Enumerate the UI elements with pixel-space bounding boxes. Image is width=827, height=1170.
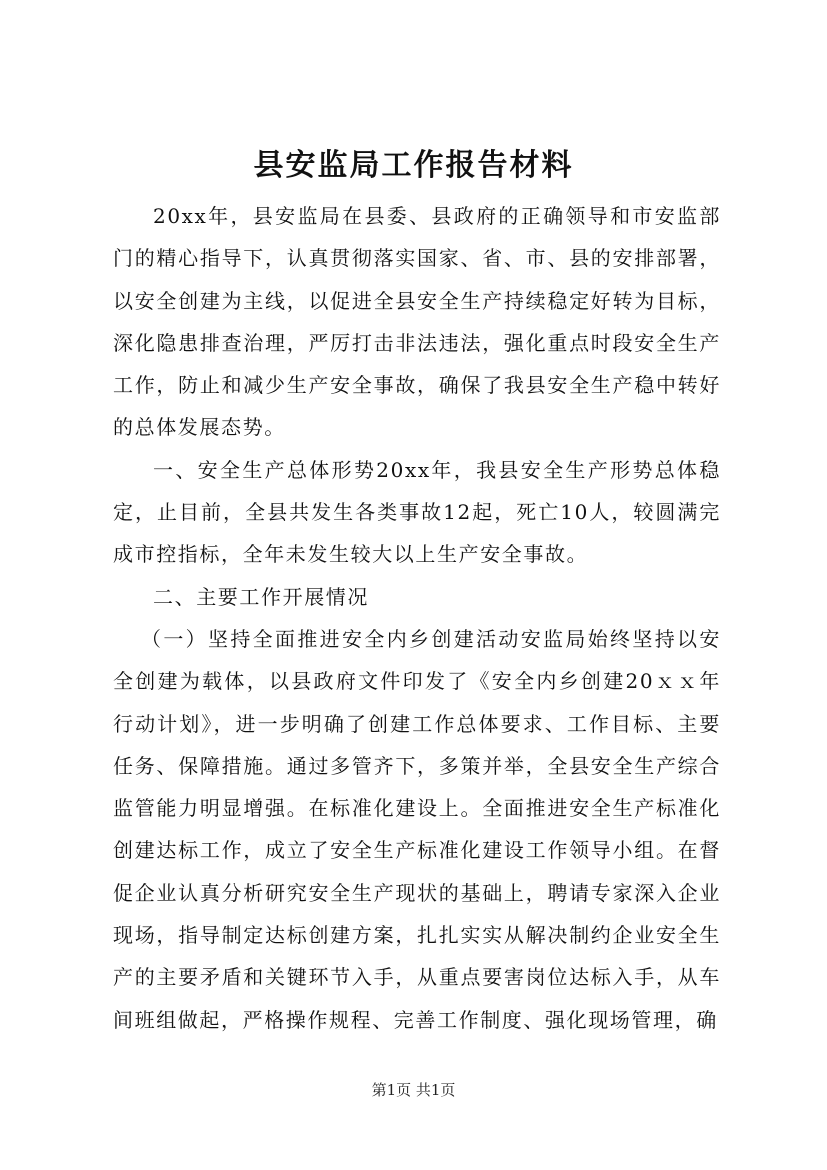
document-body [113,195,721,1041]
document-title: 县安监局工作报告材料 [253,148,574,183]
section-two-heading: 二、主要工作开展情况 [153,584,369,609]
page-footer: 第1页 共1页 [371,1081,456,1099]
subsection-one-paragraph: （一）坚持全面推进安全内乡创建活动安监局始终坚持以安全创建为载体，以县政府文件印发了《安全内乡创建20ｘｘ年行动计划》，进一步明确了创建工作总体要求、工作目标、主要任务、保障措施。通过多管齐下，多策并举，全县安全生产综合监管能力明显增强。在标准化建设上。全面推进安全生产标准化创建达标工作，成立了安全生产标准化建设工作领导小组。在督促企业认真分析研究安全生产现状的基础上，聘请专家深入企业现场，指导制定达标创建方案，扎扎实实从解决制约企业安全生产的主要矛盾和关键环节入手，从重点要害岗位达标入手，从车间班组做起，严格操作规程、完善工作制度、强化现场管理，确 [113,626,721,1032]
section-one-paragraph: 一、安全生产总体形势20xx年，我县安全生产形势总体稳定，止目前，全县共发生各类事故12起，死亡10人，较圆满完成市控指标，全年未发生较大以上生产安全事故。 [113,457,721,567]
intro-paragraph: 20xx年，县安监局在县委、县政府的正确领导和市安监部门的精心指导下，认真贯彻落实国家、省、市、县的安排部署，以安全创建为主线，以促进全县安全生产持续稳定好转为目标，深化隐患排查治理，严厉打击非法违法，强化重点时段安全生产工作，防止和减少生产安全事故，确保了我县安全生产稳中转好的总体发展态势。 [113,204,721,440]
